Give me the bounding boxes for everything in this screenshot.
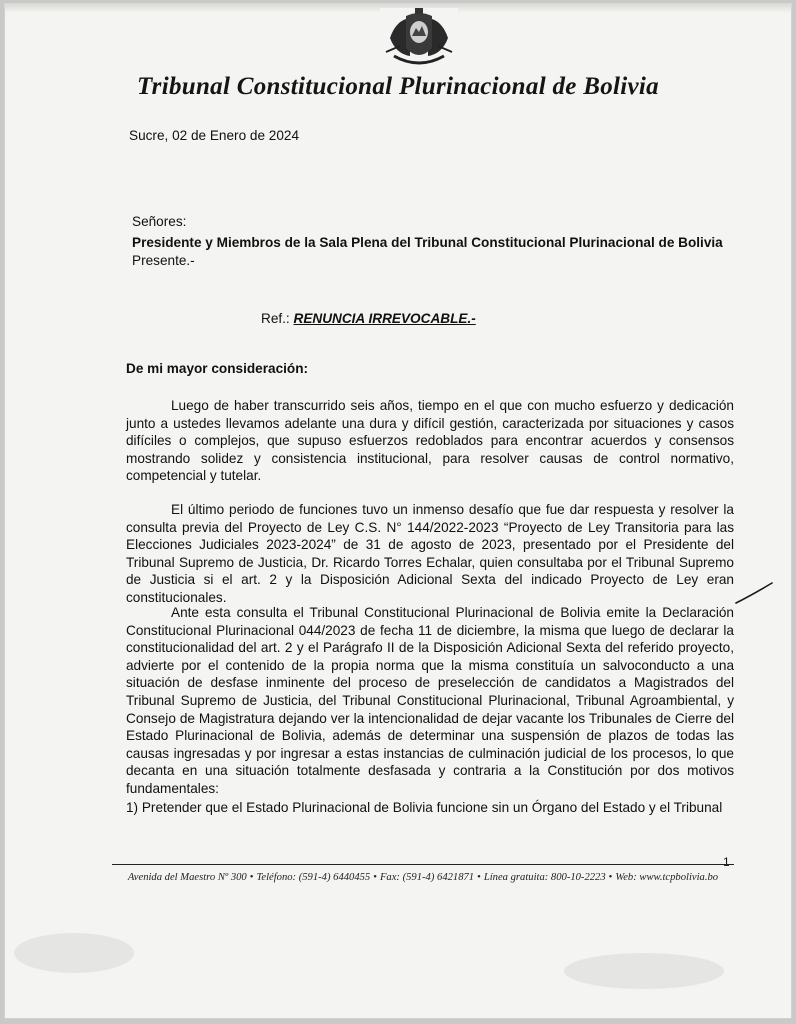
body-paragraph: El último periodo de funciones tuvo un inmenso desafío que fue dar respuesta y resolver la consulta previa del Proyecto de Ley C.S. N° 144/2022-2023 “Proyecto de Ley Transitoria para las Elecciones Judiciales 2023-2024” de 31 de agosto de 2023, presentado por el Presidente del Tribunal Supremo de Justicia, Dr. Ricardo Torres Echalar, quien consultaba por el Tribunal Supremo de Justicia si el art. 2 y la Disposición Adicional Sexta del indicado Proyecto de Ley eran constitucionales. — [126, 502, 734, 605]
letterhead-title: Tribunal Constitucional Plurinacional de Bolivia — [137, 73, 659, 100]
footer-phone: Teléfono: (591-4) 6440455 — [256, 872, 371, 883]
body-paragraph: 1) Pretender que el Estado Plurinacional de Bolivia funcione sin un Órgano del Estado y el Tribunal — [126, 800, 723, 815]
reference-value: RENUNCIA IRREVOCABLE.- — [293, 311, 476, 326]
footer-contact-line: Avenida del Maestro Nº 300 • Teléfono: (591-4) 6440455 • Fax: (591-4) 6421871 • Línea gratuita: 800-10-2223 • Web: www.tcpbolivia.bo — [127, 872, 719, 883]
scan-smudge — [564, 953, 724, 989]
footer-web: Web: www.tcpbolivia.bo — [615, 872, 719, 883]
reference-label: Ref.: — [261, 311, 290, 326]
salutation-line: Señores: — [132, 214, 187, 229]
presente: Presente.- — [132, 253, 195, 268]
page-number: 1 — [723, 855, 730, 869]
footer-address: Avenida del Maestro Nº 300 — [127, 872, 247, 883]
reference-line — [261, 311, 476, 326]
pen-mark — [734, 581, 774, 605]
letter-page — [4, 3, 792, 1019]
body-paragraph: Luego de haber transcurrido seis años, tiempo en el que con mucho esfuerzo y dedicación junto a ustedes llevamos adelante una dura y difícil gestión, caracterizada por situaciones y casos difíciles o complejos, que supuso esfuerzos redoblados para encontrar acuerdos y consensos mostrando solidez y consistencia institucional, para resolver causas de control normativo, competencial y tutelar. — [126, 398, 734, 484]
footer-divider — [112, 864, 734, 865]
greeting: De mi mayor consideración: — [126, 361, 309, 376]
footer-fax: Fax: (591-4) 6421871 — [379, 872, 475, 883]
place-and-date: Sucre, 02 de Enero de 2024 — [129, 128, 300, 143]
bolivia-coat-of-arms-seal — [380, 8, 458, 70]
recipient: Presidente y Miembros de la Sala Plena del Tribunal Constitucional Plurinacional de Bolivia — [132, 235, 723, 250]
footer-hotline: Línea gratuita: 800-10-2223 — [483, 872, 606, 883]
body-paragraph: Ante esta consulta el Tribunal Constitucional Plurinacional de Bolivia emite la Declaración Constitucional Plurinacional 044/2023 de fecha 11 de diciembre, la misma que luego de declarar la constitucionalidad del art. 2 y el Parágrafo II de la Disposición Adicional Sexta del referido proyecto, advierte por el contenido de la propia norma que la misma constituía un salvoconducto a una situación de desfase inminente del proceso de preselección de candidatos a Magistrados del Tribunal Supremo de Justicia, del Tribunal Constitucional Plurinacional, Tribunal Agroambiental, y Consejo de Magistratura dejando ver la intencionalidad de dejar vacante los Tribunales de Cierre del Estado Plurinacional de Bolivia, además de determinar una suspensión de plazos de todas las causas ingresadas y por ingresar a estas instancias de culminación judicial de los procesos, lo que decanta en una situación totalmente desfasada y contraria a la Constitución por dos motivos fundamentales: — [126, 605, 734, 796]
scan-smudge — [14, 933, 134, 973]
